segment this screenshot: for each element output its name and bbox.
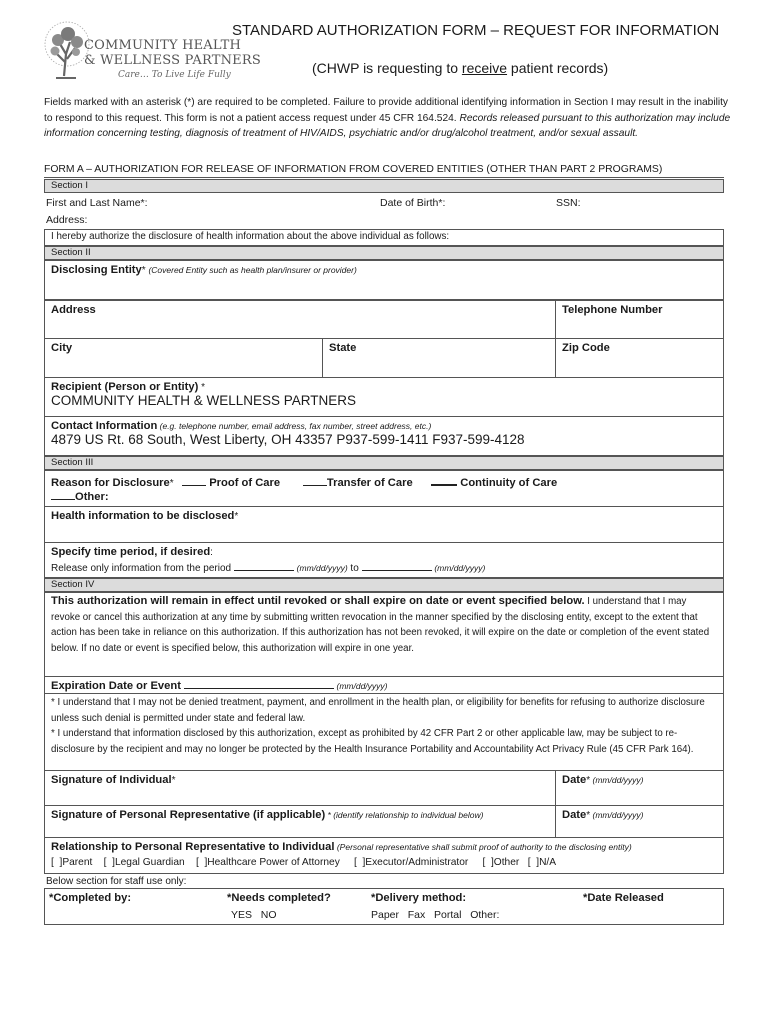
- needs-completed-label: *Needs completed?: [227, 892, 331, 904]
- expiration-blank[interactable]: [184, 678, 334, 689]
- address-field[interactable]: [44, 300, 556, 339]
- zip-field[interactable]: [555, 338, 724, 378]
- time-period-colon: :: [210, 547, 213, 558]
- dob-label: Date of Birth*:: [380, 197, 446, 209]
- other-option: Other:: [75, 491, 109, 503]
- address-field-label: Address: [51, 304, 96, 316]
- required-star: *: [586, 775, 591, 786]
- required-star: *: [141, 265, 146, 276]
- section-4-header: Section IV: [44, 578, 724, 592]
- continuity-of-care-blank[interactable]: [431, 474, 457, 486]
- proof-of-care-blank[interactable]: [182, 475, 206, 486]
- intro-plain: Fields marked with an asterisk (*) are required to be completed. Failure to provide additional identifying information in Section I may result in the inability to respond to this request. This form is not a patient access request under 45 CFR 164.524.: [44, 97, 729, 124]
- relationship-options[interactable]: [ ]Parent [ ]Legal Guardian [ ]Healthcare Power of Attorney [ ]Executor/Administrator [ ]Other [ ]N/A: [51, 857, 557, 868]
- yes-no-options[interactable]: YES NO: [231, 909, 277, 921]
- date-individual-field[interactable]: [555, 770, 724, 806]
- expiration-label: Expiration Date or Event: [51, 680, 181, 692]
- date-hint: (mm/dd/yyyy): [590, 810, 644, 820]
- disclosing-entity-field[interactable]: [44, 260, 724, 300]
- recipient-label: Recipient (Person or Entity): [51, 381, 199, 393]
- period-end-blank[interactable]: [362, 560, 432, 571]
- address-label: Address:: [46, 214, 88, 226]
- signature-rep-label: Signature of Personal Representative (if applicable): [51, 809, 326, 821]
- disclosing-entity-label: Disclosing Entity: [51, 264, 142, 276]
- city-label: City: [51, 342, 73, 354]
- name-label: First and Last Name*:: [46, 197, 148, 209]
- effect-statement: [44, 592, 724, 677]
- transfer-of-care-option: Transfer of Care: [326, 477, 413, 489]
- intro-paragraph: [44, 95, 734, 142]
- period-start-blank[interactable]: [234, 560, 294, 571]
- recipient-value: COMMUNITY HEALTH & WELLNESS PARTNERS: [51, 393, 357, 408]
- relationship-label: Relationship to Personal Representative to Individual: [51, 841, 335, 853]
- subtitle-receive: receive: [461, 60, 508, 76]
- date-released-label: *Date Released: [583, 892, 664, 904]
- subtitle-post: patient records): [507, 60, 609, 76]
- name-field[interactable]: [166, 195, 366, 211]
- disclosing-entity-hint: (Covered Entity such as health plan/insurer or provider): [148, 265, 357, 275]
- date-format-hint: (mm/dd/yyyy): [434, 563, 486, 573]
- form-title: STANDARD AUTHORIZATION FORM – REQUEST FOR INFORMATION: [232, 22, 720, 39]
- understanding-statements: [44, 693, 724, 771]
- health-info-field[interactable]: [44, 506, 724, 543]
- date-rep-field[interactable]: [555, 805, 724, 838]
- expiration-field: [44, 676, 724, 694]
- delivery-options[interactable]: Paper Fax Portal Other:: [371, 909, 500, 921]
- signature-rep-field[interactable]: [44, 805, 556, 838]
- subtitle-pre: (CHWP is requesting to: [312, 60, 462, 76]
- signature-rep-hint: * (identify relationship to individual below): [325, 810, 484, 820]
- telephone-field[interactable]: [555, 300, 724, 339]
- zip-label: Zip Code: [562, 342, 610, 354]
- telephone-label: Telephone Number: [562, 304, 663, 316]
- effect-text: I understand that I may revoke or cancel this authorization at any time by submitting written revocation in the manner specified by the disclosing entity, except to the extent that action has been take in reliance on this authorization. If this authorization has not been revoked, it will expire on the date or completion of the event stated below. If no date or event is specified below, this authorization will expire in one year.: [51, 596, 710, 654]
- section-1-header: Section I: [44, 179, 724, 193]
- time-period-field: [44, 542, 724, 578]
- contact-info-hint: (e.g. telephone number, email address, fax number, street address, etc.): [157, 421, 432, 431]
- city-field[interactable]: [44, 338, 323, 378]
- section-3-header: Section III: [44, 456, 724, 470]
- required-star: *: [586, 810, 591, 821]
- staff-use-label: Below section for staff use only:: [46, 876, 187, 887]
- delivery-method-label: *Delivery method:: [371, 892, 467, 904]
- required-star: *: [198, 382, 205, 393]
- relationship-hint: (Personal representative shall submit proof of authority to the disclosing entity): [334, 842, 632, 852]
- section-2-header: Section II: [44, 246, 724, 260]
- ssn-label: SSN:: [556, 197, 581, 209]
- form-a-title: FORM A – AUTHORIZATION FOR RELEASE OF INFORMATION FROM COVERED ENTITIES (OTHER THAN PART 2 PROGRAMS): [44, 164, 663, 175]
- contact-info-value: 4879 US Rt. 68 South, West Liberty, OH 43357 P937-599-1411 F937-599-4128: [51, 432, 525, 447]
- date-label: Date: [562, 809, 587, 821]
- intro-italic: Records released pursuant to this authorization may include information concerning testing, diagnosis of treatment of HIV/AIDS, psychiatric and/or drug/alcohol treatment, and/or sexual assault.: [44, 112, 731, 139]
- form-a-underline: [44, 177, 724, 178]
- completed-by-label: *Completed by:: [49, 892, 132, 904]
- proof-of-care-option: Proof of Care: [209, 477, 281, 489]
- transfer-of-care-blank[interactable]: [303, 475, 327, 486]
- logo-tagline: Care… To Live Life Fully: [118, 70, 231, 80]
- state-field[interactable]: [322, 338, 556, 378]
- expiration-hint: (mm/dd/yyyy): [336, 681, 388, 691]
- other-blank[interactable]: [51, 489, 75, 500]
- understand-2: * I understand that information disclosed by this authorization, except as prohibited by 42 CFR Part 2 or other applicable law, may be subject to re-disclosure by the recipient and may no longer be protected by the Health Insurance Portability and Accountability Act Privacy Rule (45 CFR Park 164).: [51, 728, 694, 755]
- contact-info-label: Contact Information: [51, 420, 158, 432]
- logo-line1: COMMUNITY HEALTH: [84, 38, 242, 53]
- to-text: to: [347, 563, 362, 574]
- required-star: *: [169, 478, 174, 489]
- required-star: *: [171, 775, 176, 786]
- date-format-hint: (mm/dd/yyyy): [296, 563, 348, 573]
- authorize-statement: I hereby authorize the disclosure of health information about the above individual as follows:: [44, 229, 724, 246]
- recipient-field[interactable]: [44, 377, 724, 417]
- reason-for-disclosure: [44, 470, 724, 507]
- date-hint: (mm/dd/yyyy): [590, 775, 644, 785]
- logo-line2: & WELLNESS PARTNERS: [84, 53, 261, 68]
- health-info-label: Health information to be disclosed: [51, 510, 235, 522]
- understand-1: * I understand that I may not be denied treatment, payment, and enrollment in the health plan, or eligibility for benefits for refusing to authorize disclosure unless such denial is permitted under state and federal law.: [51, 697, 705, 724]
- required-star: *: [234, 511, 239, 522]
- release-only-text: Release only information from the period: [51, 563, 234, 574]
- relationship-field: [44, 837, 724, 874]
- form-subtitle: [312, 60, 608, 76]
- staff-use-box: [44, 888, 724, 925]
- signature-individual-label: Signature of Individual: [51, 774, 172, 786]
- signature-individual-field[interactable]: [44, 770, 556, 806]
- reason-label: Reason for Disclosure: [51, 477, 170, 489]
- effect-bold: This authorization will remain in effect until revoked or shall expire on date or event specified below.: [51, 595, 585, 607]
- state-label: State: [329, 342, 357, 354]
- contact-info-field[interactable]: [44, 416, 724, 456]
- chwp-logo: [44, 12, 261, 90]
- time-period-label: Specify time period, if desired: [51, 546, 211, 558]
- continuity-of-care-option: Continuity of Care: [460, 477, 558, 489]
- date-label: Date: [562, 774, 587, 786]
